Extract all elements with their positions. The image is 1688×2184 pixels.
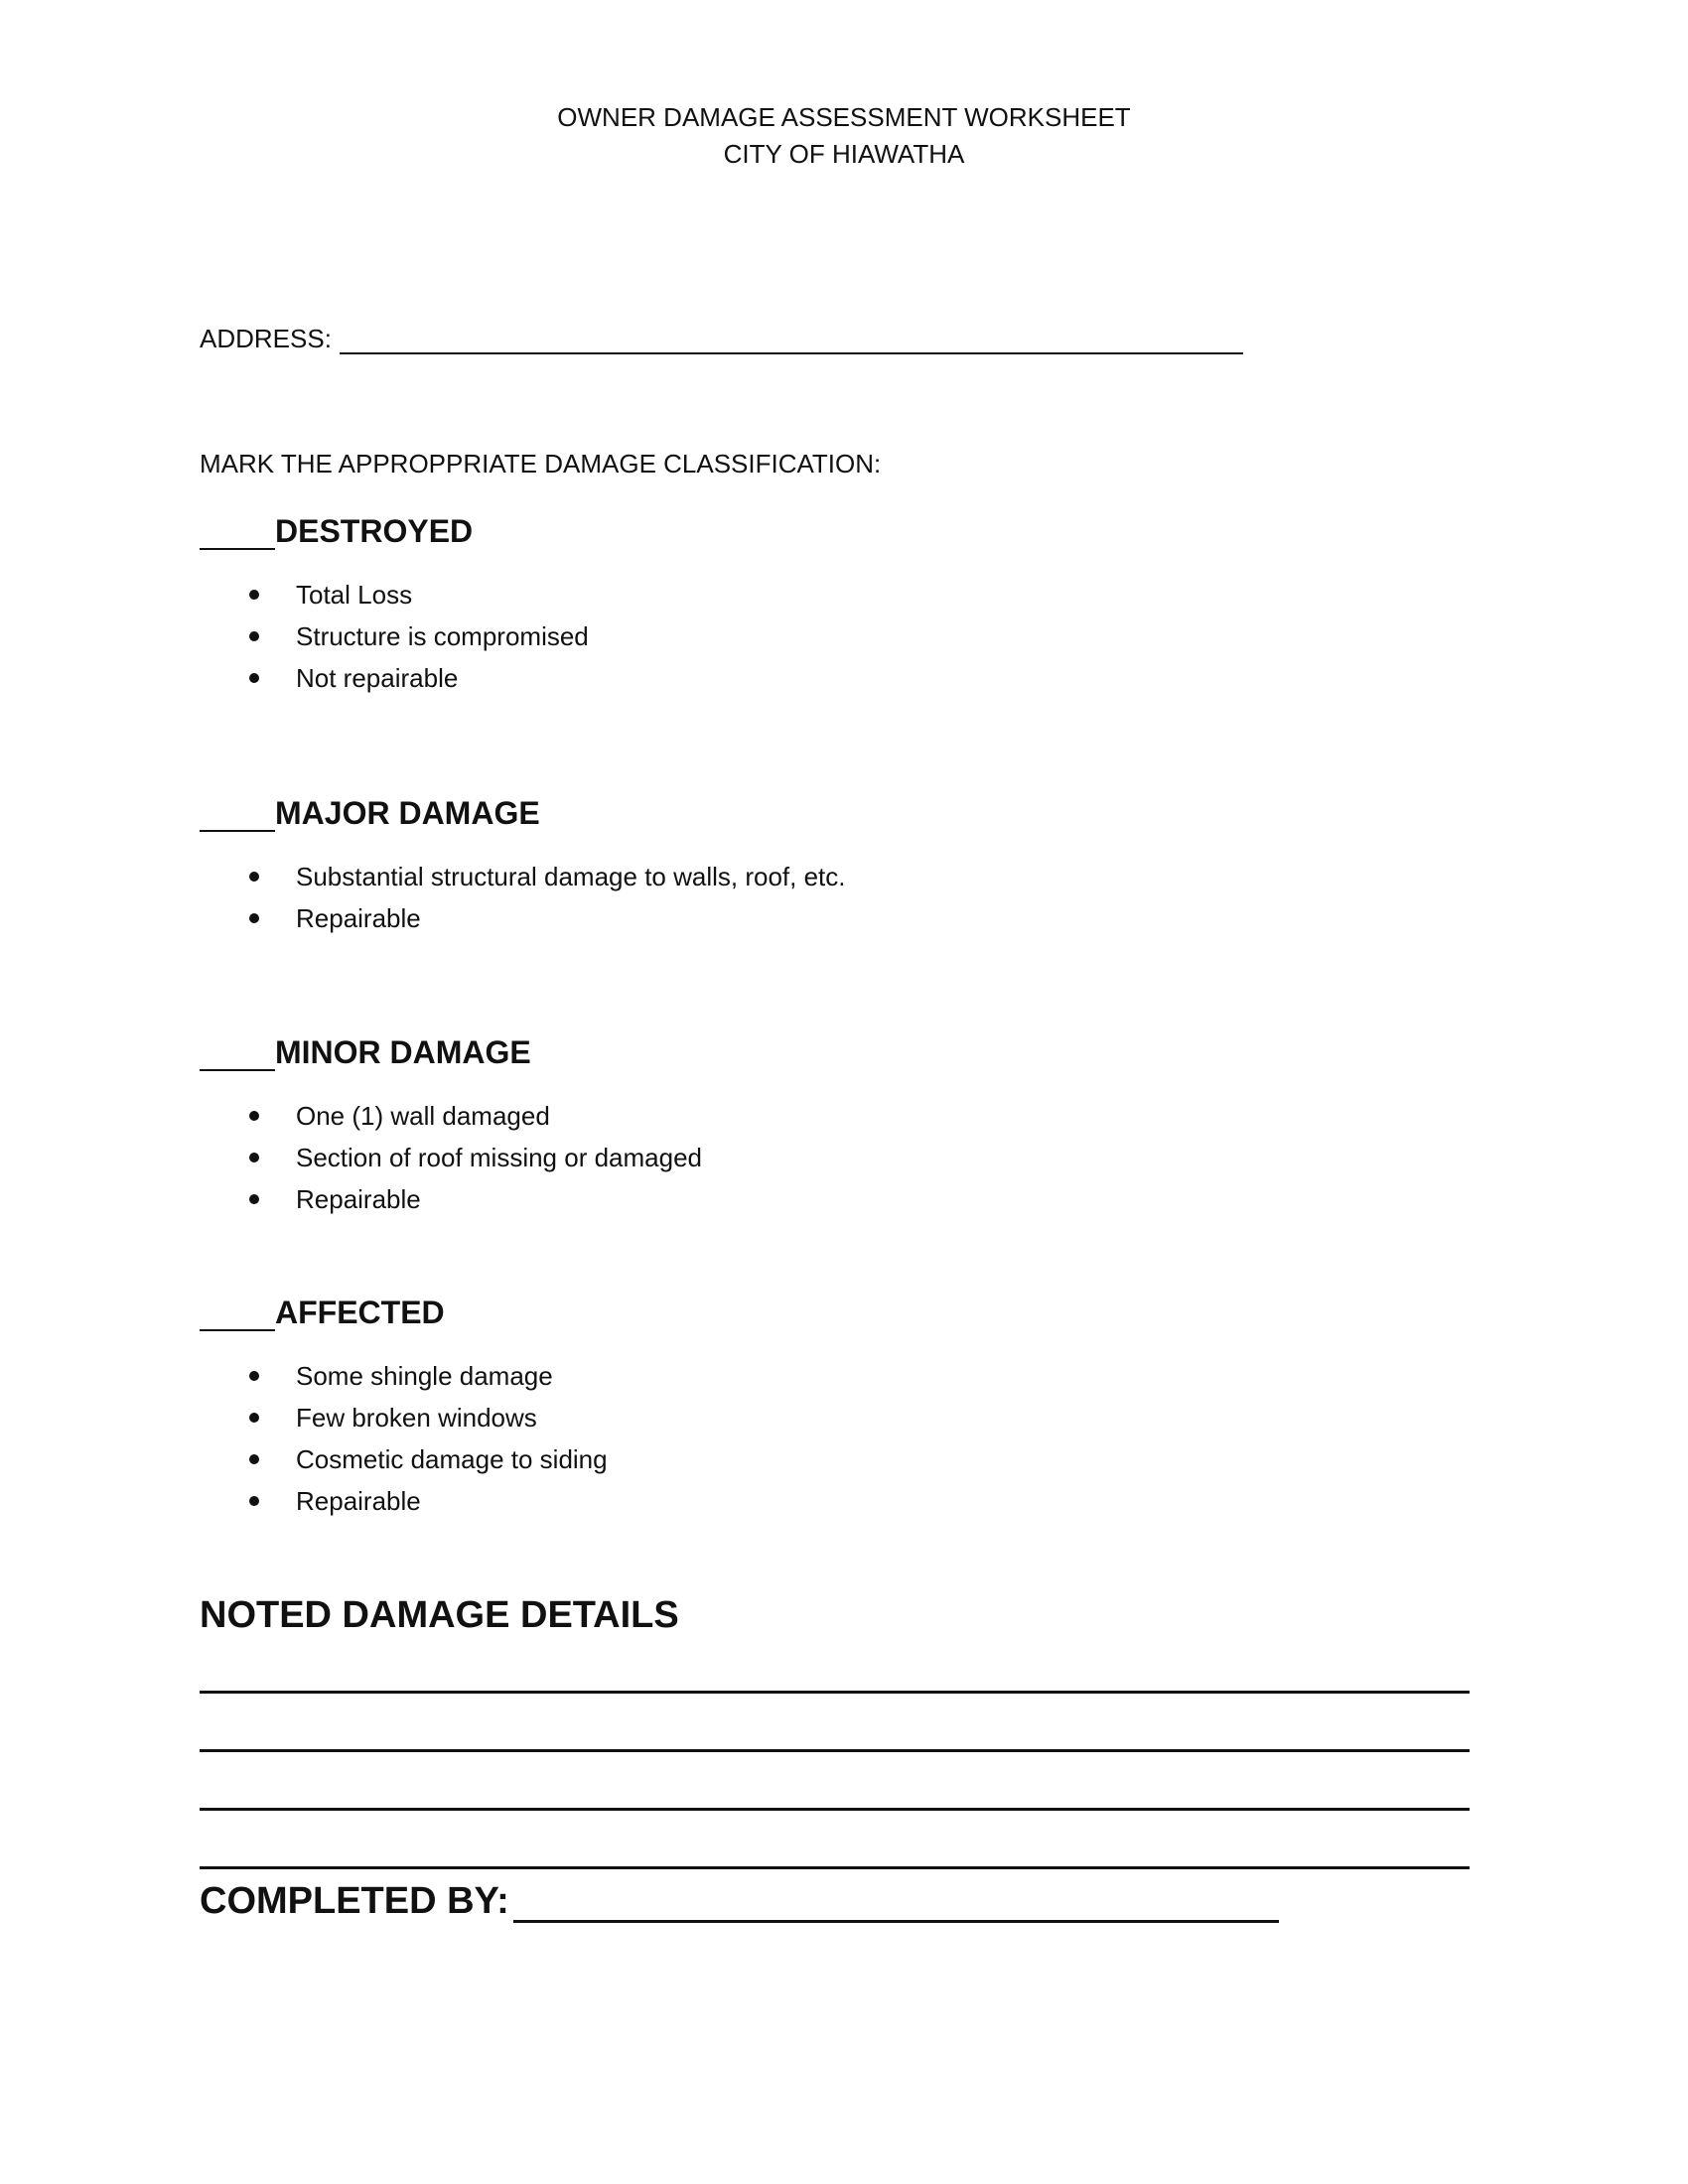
section-title-label: MINOR DAMAGE bbox=[275, 1034, 531, 1070]
list-item bbox=[200, 657, 589, 699]
list-item bbox=[200, 1137, 702, 1178]
noted-damage-line-4[interactable] bbox=[200, 1866, 1470, 1869]
noted-damage-line-2[interactable] bbox=[200, 1749, 1470, 1752]
list-item bbox=[200, 615, 589, 657]
bullet-icon bbox=[249, 1371, 259, 1381]
list-item bbox=[200, 1178, 702, 1220]
list-item bbox=[200, 574, 589, 615]
list-item bbox=[200, 1355, 608, 1397]
list-item-text: Repairable bbox=[296, 1184, 421, 1214]
list-item bbox=[200, 1480, 608, 1522]
list-item-text: One (1) wall damaged bbox=[296, 1101, 550, 1131]
section-title bbox=[200, 792, 846, 832]
noted-damage-line-1[interactable] bbox=[200, 1691, 1470, 1694]
address-field[interactable] bbox=[340, 325, 1243, 354]
bullet-icon bbox=[249, 1413, 259, 1423]
bullet-icon bbox=[249, 872, 259, 882]
bullet-list bbox=[200, 1355, 608, 1522]
city-name: CITY OF HIAWATHA bbox=[723, 139, 965, 169]
bullet-icon bbox=[249, 631, 259, 641]
completed-by-label: COMPLETED BY: bbox=[200, 1880, 509, 1922]
classification-instruction: MARK THE APPROPPRIATE DAMAGE CLASSIFICATION: bbox=[200, 449, 882, 478]
list-item bbox=[200, 1397, 608, 1438]
completed-by-row bbox=[200, 1880, 1279, 1923]
section-title-label: MAJOR DAMAGE bbox=[275, 795, 540, 831]
bullet-icon bbox=[249, 1194, 259, 1204]
bullet-icon bbox=[249, 1454, 259, 1464]
bullet-icon bbox=[249, 1153, 259, 1162]
section-title-label: DESTROYED bbox=[275, 513, 474, 549]
section-title bbox=[200, 510, 589, 550]
list-item-text: Few broken windows bbox=[296, 1403, 537, 1433]
section-minor-damage bbox=[200, 1031, 702, 1220]
section-title-label: AFFECTED bbox=[275, 1295, 445, 1330]
list-item-text: Structure is compromised bbox=[296, 621, 589, 651]
section-title bbox=[200, 1031, 702, 1071]
section-major-damage bbox=[200, 792, 846, 939]
section-destroyed bbox=[200, 510, 589, 699]
list-item bbox=[200, 897, 846, 939]
address-label: ADDRESS: bbox=[200, 324, 332, 353]
list-item-text: Total Loss bbox=[296, 580, 413, 610]
list-item bbox=[200, 856, 846, 897]
section-title bbox=[200, 1292, 608, 1331]
list-item bbox=[200, 1095, 702, 1137]
list-item-text: Cosmetic damage to siding bbox=[296, 1444, 608, 1474]
list-item-text: Substantial structural damage to walls, roof, etc. bbox=[296, 862, 846, 891]
bullet-icon bbox=[249, 590, 259, 600]
bullet-icon bbox=[249, 913, 259, 923]
list-item bbox=[200, 1438, 608, 1480]
section-affected bbox=[200, 1292, 608, 1522]
completed-by-field[interactable] bbox=[513, 1880, 1279, 1923]
minor-damage-mark-field[interactable] bbox=[200, 1037, 275, 1071]
address-row bbox=[200, 324, 1243, 354]
bullet-list bbox=[200, 856, 846, 939]
list-item-text: Section of roof missing or damaged bbox=[296, 1143, 702, 1172]
bullet-list bbox=[200, 1095, 702, 1220]
list-item-text: Some shingle damage bbox=[296, 1361, 553, 1391]
affected-mark-field[interactable] bbox=[200, 1297, 275, 1331]
list-item-text: Repairable bbox=[296, 1486, 421, 1516]
major-damage-mark-field[interactable] bbox=[200, 798, 275, 832]
bullet-icon bbox=[249, 1111, 259, 1121]
noted-damage-title: NOTED DAMAGE DETAILS bbox=[200, 1594, 679, 1636]
bullet-icon bbox=[249, 1496, 259, 1506]
list-item-text: Repairable bbox=[296, 903, 421, 933]
list-item-text: Not repairable bbox=[296, 663, 459, 693]
noted-damage-line-3[interactable] bbox=[200, 1808, 1470, 1811]
destroyed-mark-field[interactable] bbox=[200, 516, 275, 550]
bullet-icon bbox=[249, 673, 259, 683]
bullet-list bbox=[200, 574, 589, 699]
worksheet-title: OWNER DAMAGE ASSESSMENT WORKSHEET bbox=[557, 102, 1131, 132]
